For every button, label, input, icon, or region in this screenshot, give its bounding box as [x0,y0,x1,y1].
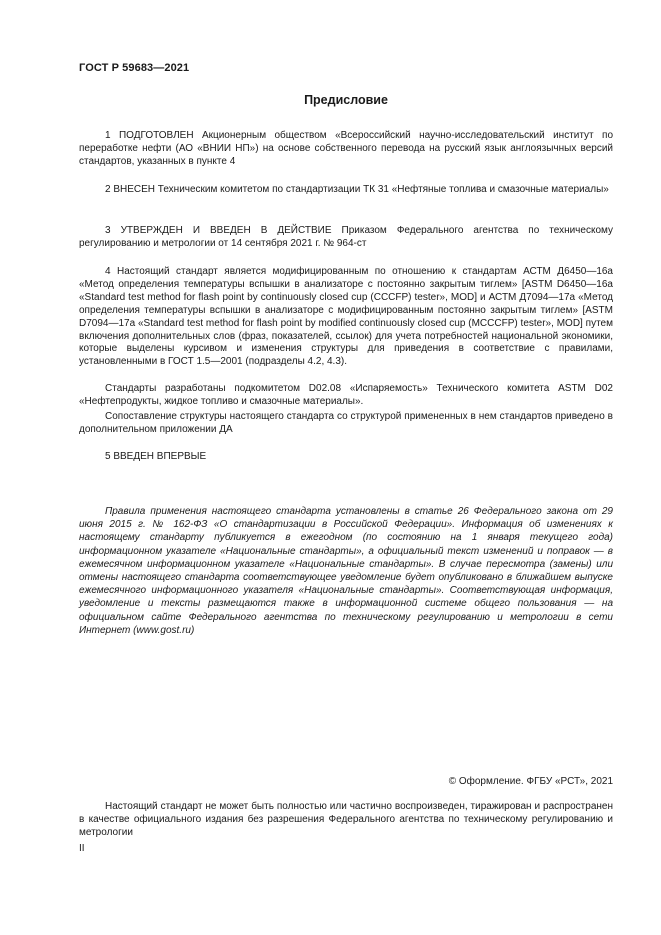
standard-code-header: ГОСТ Р 59683—2021 [79,62,190,74]
paragraph-modified-standard: 4 Настоящий стандарт является модифицированным по отношению к стандартам АСТМ Д6450—16а «Метод определения температуры вспышки в анализаторе с постоянно закрытым тиглем» [ASTM D6450—16a «Standard test method for flash point by continuously closed cup (CCCFP) tester», MOD] и АСТМ Д7094—17а «Метод определения температуры вспышки в анализаторе с модифицированным постоянно закрытым тиглем» [ASTM D7094—17a «Standard test method for flash point by modified continuously closed cup (MCCCFP) tester», MOD] путем включения дополнительных слов (фраз, показателей, ссылок) для учета потребностей национальной экономики, которые выделены курсивом и изменения структуры для приведения в соответствие с правилами, установленными в ГОСТ 1.5—2001 (подразделы 4.2, 4.3). [79,266,613,368]
paragraph-approved: 3 УТВЕРЖДЕН И ВВЕДЕН В ДЕЙСТВИЕ Приказом Федерального агентства по техническому регулированию и метрологии от 14 сентября 2021 г. № 964-ст [79,225,613,249]
page-number: II [79,843,85,854]
application-rules-notice: Правила применения настоящего стандарта установлены в статье 26 Федерального закона от 29 июня 2015 г. № 162-ФЗ «О стандартизации в Российской Федерации». Информация об изменениях к настоящему стандарту публикуется в ежегодном (по состоянию на 1 января текущего года) информационном указателе «Национальные стандарты», а официальный текст изменений и поправок — в ежемесячном информационном указателе «Национальные стандарты». В случае пересмотра (замены) или отмены настоящего стандарта соответствующее уведомление будет опубликовано в ближайшем выпуске ежемесячного информационного указателя «Национальные стандарты». Соответствующая информация, уведомление и тексты размещаются также в информационной системе общего пользования — на официальном сайте Федерального агентства по техническому регулированию и метрологии в сети Интернет (www.gost.ru) [79,506,613,636]
paragraph-prepared-by: 1 ПОДГОТОВЛЕН Акционерным обществом «Всероссийский научно-исследовательский институт по переработке нефти (АО «ВНИИ НП») на основе собственного перевода на русский язык англоязычных версий стандартов, указанных в пункте 4 [79,130,613,167]
paragraph-subcommittee: Стандарты разработаны подкомитетом D02.08 «Испаряемость» Технического комитета ASTM D02 «Нефтепродукты, жидкое топливо и смазочные материалы». [79,383,613,407]
page-title: Предисловие [304,93,388,107]
paragraph-introduced-first: 5 ВВЕДЕН ВПЕРВЫЕ [105,451,207,462]
copyright-line: © Оформление. ФГБУ «РСТ», 2021 [448,776,613,787]
reproduction-rights-notice: Настоящий стандарт не может быть полностью или частично воспроизведен, тиражирован и распространен в качестве официального издания без разрешения Федерального агентства по техническому регулированию и метрологии [79,801,613,838]
paragraph-introduced-by: 2 ВНЕСЕН Техническим комитетом по стандартизации ТК 31 «Нефтяные топлива и смазочные материалы» [105,184,609,195]
paragraph-structure-comparison: Сопоставление структуры настоящего стандарта со структурой примененных в нем стандартов приведено в дополнительном приложении ДА [79,411,613,435]
